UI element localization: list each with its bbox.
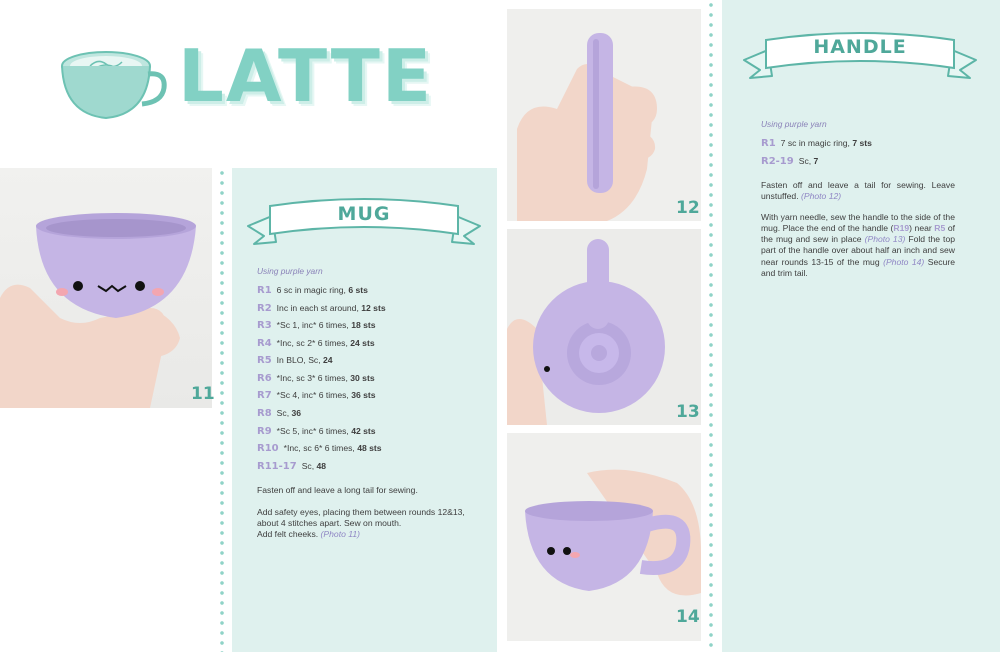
round-text (277, 338, 375, 349)
photo-number-12: 12 (676, 198, 700, 218)
round-label: R10 (257, 443, 279, 455)
round-instruction: *Inc, sc 6* 6 times, (283, 443, 358, 454)
mug-eyes-text: Add safety eyes, placing them between rounds 12&13, about 4 stitches apart. Sew on mouth. (257, 507, 465, 529)
round-row (257, 354, 485, 367)
sewing-text-part: With yarn needle, sew the handle to the side of the mug. Place the end of the handle ( (761, 211, 955, 234)
round-instruction: 6 sc in magic ring, (276, 284, 349, 295)
photo-number-11: 11 (191, 384, 215, 404)
round-instruction: *Inc, sc 2* 6 times, (276, 337, 351, 348)
round-count: 7 sts (852, 137, 872, 148)
round-row (257, 389, 485, 402)
handle-heading: HANDLE (813, 36, 907, 58)
sewing-text-part: Secure and trim tail. (761, 256, 955, 278)
round-count: 6 sts (348, 284, 368, 295)
round-row (257, 425, 485, 438)
round-row (257, 319, 485, 332)
round-row (257, 460, 485, 473)
round-label: R2-19 (761, 155, 794, 167)
coffee-cup-icon (58, 44, 170, 126)
round-label: R11-17 (257, 460, 297, 472)
handle-yarn-note: Using purple yarn (761, 119, 827, 129)
round-text (277, 320, 376, 331)
round-text (781, 138, 872, 149)
handle-image (507, 9, 701, 221)
dotted-divider-left (220, 168, 224, 652)
round-label: R1 (257, 284, 272, 296)
round-count: 18 sts (351, 320, 376, 331)
page-title: LATTE (178, 34, 434, 118)
finished-mug-image (507, 433, 701, 641)
round-count: 24 sts (350, 337, 375, 348)
photo-number-14: 14 (676, 607, 700, 627)
round-label: R3 (257, 320, 272, 332)
round-label: R8 (257, 408, 272, 420)
round-instruction: Sc, (798, 155, 814, 166)
round-row (257, 302, 485, 315)
round-label: R6 (257, 372, 272, 384)
round-count: 48 sts (357, 443, 382, 454)
photo-handle (507, 9, 701, 221)
round-instruction: *Sc 1, inc* 6 times, (276, 320, 352, 331)
sewing-text-part: Fold the top part of the handle over about half an inch and sew near rounds 13-15 of the mug (761, 234, 956, 267)
title-area (0, 0, 500, 168)
mug-cheeks-text (257, 529, 485, 540)
mug-front-image (0, 168, 212, 408)
mug-yarn-note: Using purple yarn (257, 266, 323, 276)
round-label: R4 (257, 337, 272, 349)
round-instruction: Sc, (301, 460, 317, 471)
round-row (257, 407, 485, 420)
round-text (277, 408, 301, 419)
round-label: R1 (761, 137, 776, 149)
round-instruction: *Inc, sc 3* 6 times, (276, 372, 351, 383)
round-text (277, 355, 333, 366)
photo-reference: (Photo 12) (800, 190, 842, 201)
mug-heading: MUG (337, 203, 391, 225)
mug-back-image (507, 229, 701, 425)
round-count: 36 (291, 408, 302, 419)
round-instruction: Sc, (276, 408, 292, 419)
round-text (302, 461, 326, 472)
round-row (257, 284, 485, 297)
round-instruction: *Sc 4, inc* 6 times, (276, 390, 352, 401)
round-count: 36 sts (351, 390, 376, 401)
round-row (257, 372, 485, 385)
photo-mug-back (507, 229, 701, 425)
round-row (257, 337, 485, 350)
handle-fasten-instruction: Fasten off and leave a tail for sewing. Leave unstuffed. (761, 179, 955, 201)
round-text (799, 156, 819, 167)
round-text (277, 285, 368, 296)
photo-number-13: 13 (676, 402, 700, 422)
sewing-text-part: of the mug and sew in place (761, 223, 955, 245)
round-count: 12 sts (361, 302, 386, 313)
round-count: 30 sts (350, 372, 375, 383)
round-label: R2 (257, 302, 272, 314)
mug-fasten-off-text: Fasten off and leave a long tail for sewing. (257, 484, 418, 495)
mug-instructions-panel (232, 168, 497, 652)
round-label: R9 (257, 425, 272, 437)
round-text (277, 373, 375, 384)
round-text (277, 390, 376, 401)
mug-rounds-list (257, 284, 485, 473)
round-row (257, 442, 485, 455)
round-label: R5 (257, 355, 272, 367)
photo-mug-front (0, 168, 215, 408)
round-count: 7 (813, 155, 819, 166)
round-instruction: In BLO, Sc, (276, 355, 324, 366)
round-reference: R19 (893, 223, 910, 234)
mug-cheeks-instruction: Add felt cheeks. (257, 529, 321, 540)
round-instruction: *Sc 5, inc* 6 times, (276, 425, 352, 436)
photo-reference: (Photo 13) (864, 234, 906, 245)
dotted-divider-right (709, 0, 713, 652)
handle-sewing-text (761, 212, 955, 279)
round-text (277, 426, 376, 437)
round-row (761, 137, 955, 150)
mug-pattern (257, 266, 485, 541)
photo-reference: (Photo 14) (883, 256, 925, 267)
round-row (761, 155, 955, 168)
round-label: R7 (257, 390, 272, 402)
handle-fasten-off-text (761, 180, 955, 202)
round-count: 42 sts (351, 425, 376, 436)
round-instruction: 7 sc in magic ring, (780, 137, 853, 148)
handle-instructions-panel (722, 0, 1000, 652)
round-reference: R5 (934, 223, 946, 234)
round-text (277, 303, 386, 314)
sewing-text-part: ) near (909, 223, 935, 234)
round-text (284, 443, 382, 454)
round-count: 24 (323, 355, 333, 366)
round-instruction: Inc in each st around, (276, 302, 362, 313)
photo-finished-mug (507, 433, 701, 641)
round-count: 48 (316, 460, 327, 471)
handle-pattern (761, 119, 955, 279)
photo-reference: (Photo 11) (320, 529, 361, 540)
